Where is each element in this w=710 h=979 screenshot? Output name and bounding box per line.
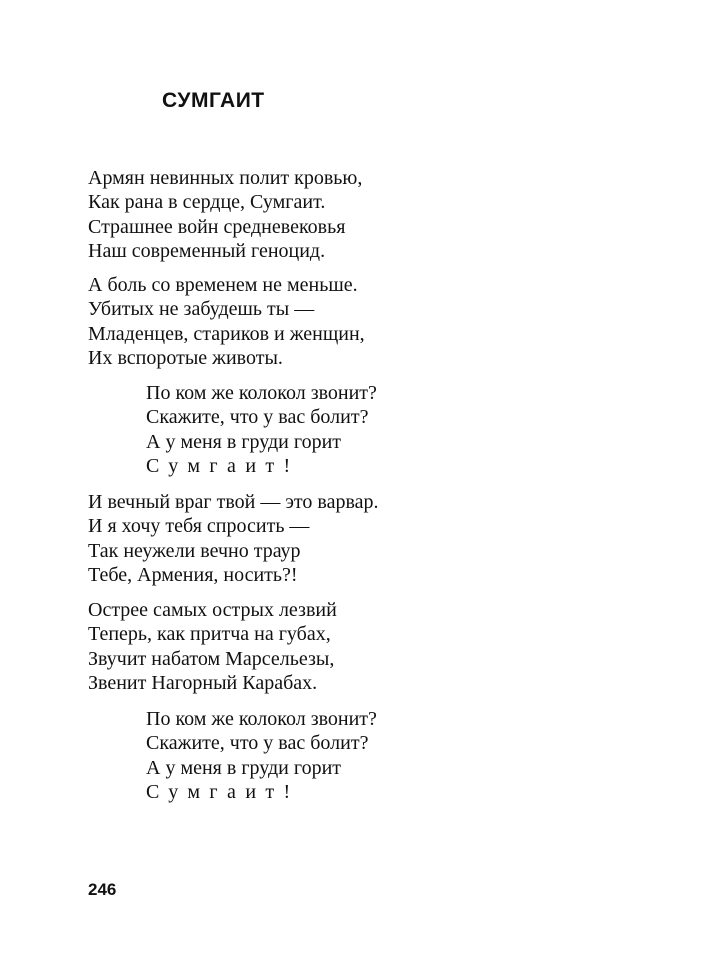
poem-line: И вечный враг твой — это варвар. xyxy=(88,491,379,513)
poem-line: Наш современный геноцид. xyxy=(88,239,326,262)
poem-line: А боль со временем не меньше. xyxy=(88,274,358,296)
stanza-2 xyxy=(88,273,365,370)
poem-line: По ком же колокол звонит? xyxy=(146,708,377,730)
poem-line: Их вспоротые животы. xyxy=(88,346,283,369)
refrain-2 xyxy=(146,707,377,804)
poem-line: Страшнее войн средневековья xyxy=(88,215,346,238)
poem-line: Звучит набатом Марсельезы, xyxy=(88,647,335,670)
poem-line: Сумгаит! xyxy=(146,454,300,477)
stanza-4 xyxy=(88,598,337,695)
poem-line: Скажите, что у вас болит? xyxy=(146,732,369,755)
poem-line: Скажите, что у вас болит? xyxy=(146,406,369,429)
poem-line: Армян невинных полит кровью, xyxy=(88,167,363,189)
poem-line: А у меня в груди горит xyxy=(146,430,342,453)
refrain-1 xyxy=(146,381,377,478)
stanza-1 xyxy=(88,166,362,263)
poem-line: Убитых не забудешь ты — xyxy=(88,298,315,321)
poem-line: Младенцев, стариков и женщин, xyxy=(88,322,365,345)
poem-line: Острее самых острых лезвий xyxy=(88,599,337,621)
stanza-3 xyxy=(88,490,379,587)
poem-line: По ком же колокол звонит? xyxy=(146,382,377,404)
poem-line: А у меня в груди горит xyxy=(146,756,342,779)
poem-line: Тебе, Армения, носить?! xyxy=(88,563,298,586)
poem-line: Сумгаит! xyxy=(146,780,300,803)
poem-line: Так неужели вечно траур xyxy=(88,539,301,562)
poem-line: И я хочу тебя спросить — xyxy=(88,515,310,538)
poem-line: Как рана в сердце, Сумгаит. xyxy=(88,191,326,214)
poem-title: СУМГАИТ xyxy=(162,89,265,112)
poem-line: Звенит Нагорный Карабах. xyxy=(88,671,318,694)
page-number: 246 xyxy=(88,880,117,899)
poem-line: Теперь, как притча на губах, xyxy=(88,623,331,646)
